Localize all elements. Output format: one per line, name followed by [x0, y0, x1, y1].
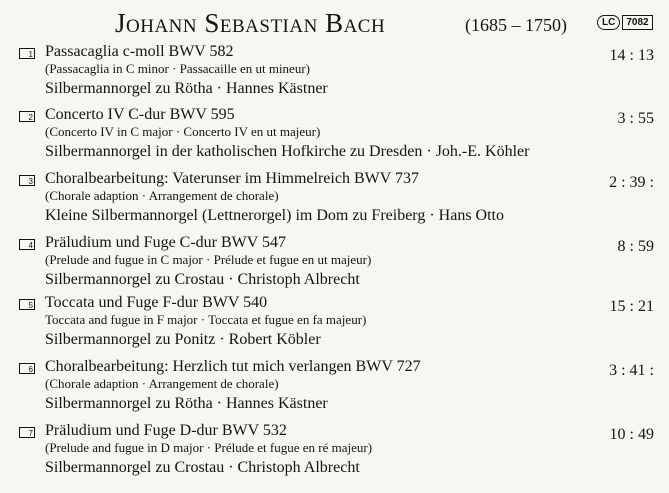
track-title: Passacaglia c-moll BWV 582 — [45, 43, 234, 60]
track-subtitle: (Chorale adaption · Arrangement de chorale) — [45, 376, 279, 391]
track-item — [0, 360, 669, 422]
track-item — [0, 172, 669, 234]
track-title: Präludium und Fuge D-dur BWV 532 — [45, 422, 287, 439]
track-performer: Silbermannorgel zu Crostau · Christoph Albrecht — [45, 271, 360, 288]
track-performer: Silbermannorgel zu Crostau · Christoph Albrecht — [45, 459, 360, 476]
track-subtitle: (Concerto IV in C major · Concerto IV en ut majeur) — [45, 124, 321, 139]
track-duration: 8 : 59 — [617, 238, 654, 255]
track-performer: Silbermannorgel zu Rötha · Hannes Kästner — [45, 80, 328, 97]
track-title: Choralbearbeitung: Vaterunser im Himmelreich BWV 737 — [45, 170, 419, 187]
track-item — [0, 296, 669, 358]
label-code-number: 7082 — [622, 15, 652, 30]
track-number: 2 — [19, 111, 35, 122]
track-subtitle: (Prelude and fugue in D major · Prélude et fugue en ré majeur) — [45, 440, 373, 455]
track-duration: 2 : 39 : — [609, 174, 654, 191]
track-item — [0, 236, 669, 298]
label-code-badge: LC — [597, 15, 620, 30]
track-number: 3 — [19, 175, 35, 186]
track-title: Concerto IV C-dur BWV 595 — [45, 106, 235, 123]
track-performer: Kleine Silbermannorgel (Lettnerorgel) im Dom zu Freiberg · Hans Otto — [45, 207, 504, 224]
track-number: 7 — [19, 427, 35, 438]
track-duration: 15 : 21 — [609, 298, 654, 315]
track-subtitle: (Passacaglia in C minor · Passacaille en ut mineur) — [45, 61, 310, 76]
track-title: Präludium und Fuge C-dur BWV 547 — [45, 234, 287, 251]
track-duration: 14 : 13 — [609, 47, 654, 64]
composer-dates: (1685 – 1750) — [465, 15, 567, 35]
label-code-logo — [597, 14, 657, 31]
track-number: 5 — [19, 299, 35, 310]
track-item — [0, 45, 669, 107]
track-subtitle: (Chorale adaption · Arrangement de chorale) — [45, 188, 279, 203]
track-title: Toccata und Fuge F-dur BWV 540 — [45, 294, 268, 311]
track-number: 6 — [19, 363, 35, 374]
composer-title: Johann Sebastian Bach — [115, 8, 386, 38]
track-duration: 10 : 49 — [609, 426, 654, 443]
track-subtitle: (Prelude and fugue in C major · Prélude et fugue en ut majeur) — [45, 252, 372, 267]
track-item — [0, 424, 669, 486]
track-duration: 3 : 41 : — [609, 362, 654, 379]
track-performer: Silbermannorgel zu Rötha · Hannes Kästner — [45, 395, 328, 412]
track-performer: Silbermannorgel zu Ponitz · Robert Köbler — [45, 331, 321, 348]
track-item — [0, 108, 669, 170]
track-performer: Silbermannorgel in der katholischen Hofkirche zu Dresden · Joh.-E. Köhler — [45, 143, 530, 160]
track-number: 4 — [19, 239, 35, 250]
header — [0, 6, 669, 40]
track-duration: 3 : 55 — [617, 110, 654, 127]
track-title: Choralbearbeitung: Herzlich tut mich verlangen BWV 727 — [45, 358, 421, 375]
track-subtitle: Toccata and fugue in F major · Toccata et fugue en fa majeur) — [45, 312, 367, 327]
track-number: 1 — [19, 48, 35, 59]
